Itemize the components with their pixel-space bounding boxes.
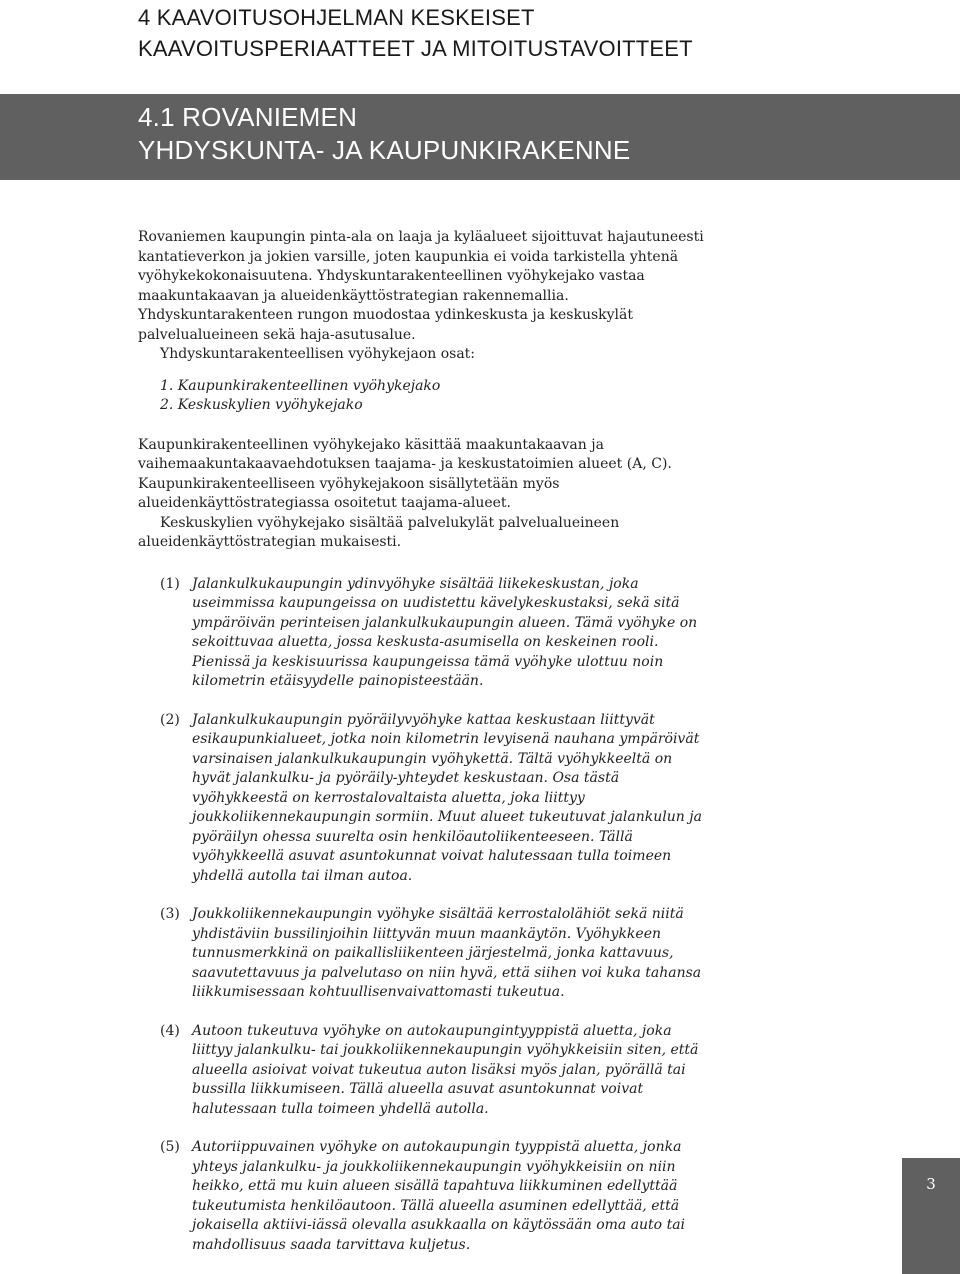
list-item xyxy=(138,575,706,692)
list-item xyxy=(138,711,706,887)
zone-number: (5) xyxy=(160,1139,180,1155)
zone-text: Jalankulkukaupungin pyöräilyvyöhyke kattaa keskustaan liittyvät esikaupunkialueet, jotka noin kilometrin levyisenä nauhana ympäröivät varsinaisen jalankulkukaupungin vyöhykettä. Tältä vyöhykkeeltä on hyvät jalankulku- ja pyöräily-yhteydet keskustaan. Osa tästä vyöhykkeestä on kerrostalovaltaista aluetta, joka liittyy joukkoliikennekaupungin sormiin. Muut alueet tukeutuvat jalankulun ja pyöräilyn ohessa suurelta osin henkilöautoliikenteeseen. Tällä vyöhykkeellä asuvat asuntokunnat voivat halutessaan tulla toimeen yhdellä autolla tai ilman autoa. xyxy=(192,711,702,884)
body-text xyxy=(138,228,706,1274)
intro-lead: Yhdyskuntarakenteellisen vyöhykejaon osat: xyxy=(160,346,476,362)
chapter-heading xyxy=(138,2,693,64)
section-heading-line2: YHDYSKUNTA- JA KAUPUNKIRAKENNE xyxy=(138,135,631,165)
list-item xyxy=(138,1022,706,1120)
zone-text: Joukkoliikennekaupungin vyöhyke sisältää kerrostalolähiöt sekä niitä yhdistäviin bussilinjoihin liittyvän muun maankäytön. Vyöhykkeen tunnusmerkkinä on paikallisliikenteen järjestelmä, jonka kattavuus, saavutettavuus ja palvelutaso on niin hyvä, että siihen voi kuka tahansa liikkumisessaan kohtuullisenvaivattomasti tukeutua. xyxy=(192,906,702,1000)
zone-number: (2) xyxy=(160,711,180,728)
zone-division-list xyxy=(138,377,706,416)
list-item xyxy=(138,1138,706,1255)
chapter-heading-line1: 4 KAAVOITUSOHJELMAN KESKEISET xyxy=(138,5,535,30)
intro-paragraph: Rovaniemen kaupungin pinta-ala on laaja ja kyläalueet sijoittuvat hajautuneesti kantatieverkon ja jokien varsille, joten kaupunkia ei voida tarkistella yhtenä vyöhykekokonaisuutena. Yhdyskuntarakenteellinen vyöhykejako vastaa maakuntakaavan ja alueidenkäyttöstrategian rakennemallia. Yhdyskuntarakenteen rungon muodostaa ydinkeskusta ja keskuskylät palvelualueineen sekä haja-asutusalue. xyxy=(138,229,704,343)
zone-definitions xyxy=(138,575,706,1256)
list-item: 2. Keskuskylien vyöhykejako xyxy=(160,397,363,413)
zone-text: Jalankulkukaupungin ydinvyöhyke sisältää liikekeskustan, joka useimmissa kaupungeissa on uudistettu kävelykeskustaksi, sekä sitä ympäröivän perinteisen jalankulkukaupungin alueen. Tämä vyöhyke on sekoittuvaa aluetta, jossa keskusta-asumisella on keskeinen rooli. Pienissä ja keskisuurissa kaupungeissa tämä vyöhyke ulottuu noin kilometrin etäisyydelle painopisteestään. xyxy=(192,575,698,689)
urban-zone-paragraph: Kaupunkirakenteellinen vyöhykejako käsittää maakuntakaavan ja vaihemaakuntakaavaehdotuksen taajama- ja keskustatoimien alueet (A, C). Kaupunkirakenteelliseen vyöhykejakoon sisällytetään myös alueidenkäyttöstrategiassa osoitetut taajama-alueet. xyxy=(138,436,672,511)
zone-number: (3) xyxy=(160,906,180,922)
zone-text: Autoon tukeutuva vyöhyke on autokaupungintyyppistä aluetta, joka liittyy jalankulku- tai joukkoliikennekaupungin vyöhykkeisiin siten, että alueella asioivat voivat tukeutua auton lisäksi myös jalan, pyörällä tai bussilla liikkumiseen. Tällä alueella asuvat asuntokunnat voivat halutessaan tulla toimeen yhdellä autolla. xyxy=(192,1022,699,1117)
zone-number: (1) xyxy=(160,575,180,592)
list-item: 1. Kaupunkirakenteellinen vyöhykejako xyxy=(160,377,441,394)
chapter-heading-line2: KAAVOITUSPERIAATTEET JA MITOITUSTAVOITTEET xyxy=(138,36,693,61)
page-number: 3 xyxy=(926,1175,936,1193)
section-heading xyxy=(138,101,630,167)
zone-number: (4) xyxy=(160,1022,180,1039)
section-heading-line1: 4.1 ROVANIEMEN xyxy=(138,102,358,132)
village-zone-paragraph: Keskuskylien vyöhykejako sisältää palvelukylät palvelualueineen alueidenkäyttöstrategian mukaisesti. xyxy=(138,514,620,550)
list-item xyxy=(138,905,706,1003)
zone-text: Autoriippuvainen vyöhyke on autokaupungin tyyppistä aluetta, jonka yhteys jalankulku- ja joukkoliikennekaupungin vyöhykkeisiin on niin heikko, että mu kuin alueen sisällä tapahtuva liikkuminen edellyttää tukeutumista henkilöautoon. Tällä alueella asuminen edellyttää, että jokaisella aktiivi-iässä olevalla asukkaalla on käytössään oma auto tai mahdollisuus saada tarvittava kuljetus. xyxy=(192,1139,686,1253)
